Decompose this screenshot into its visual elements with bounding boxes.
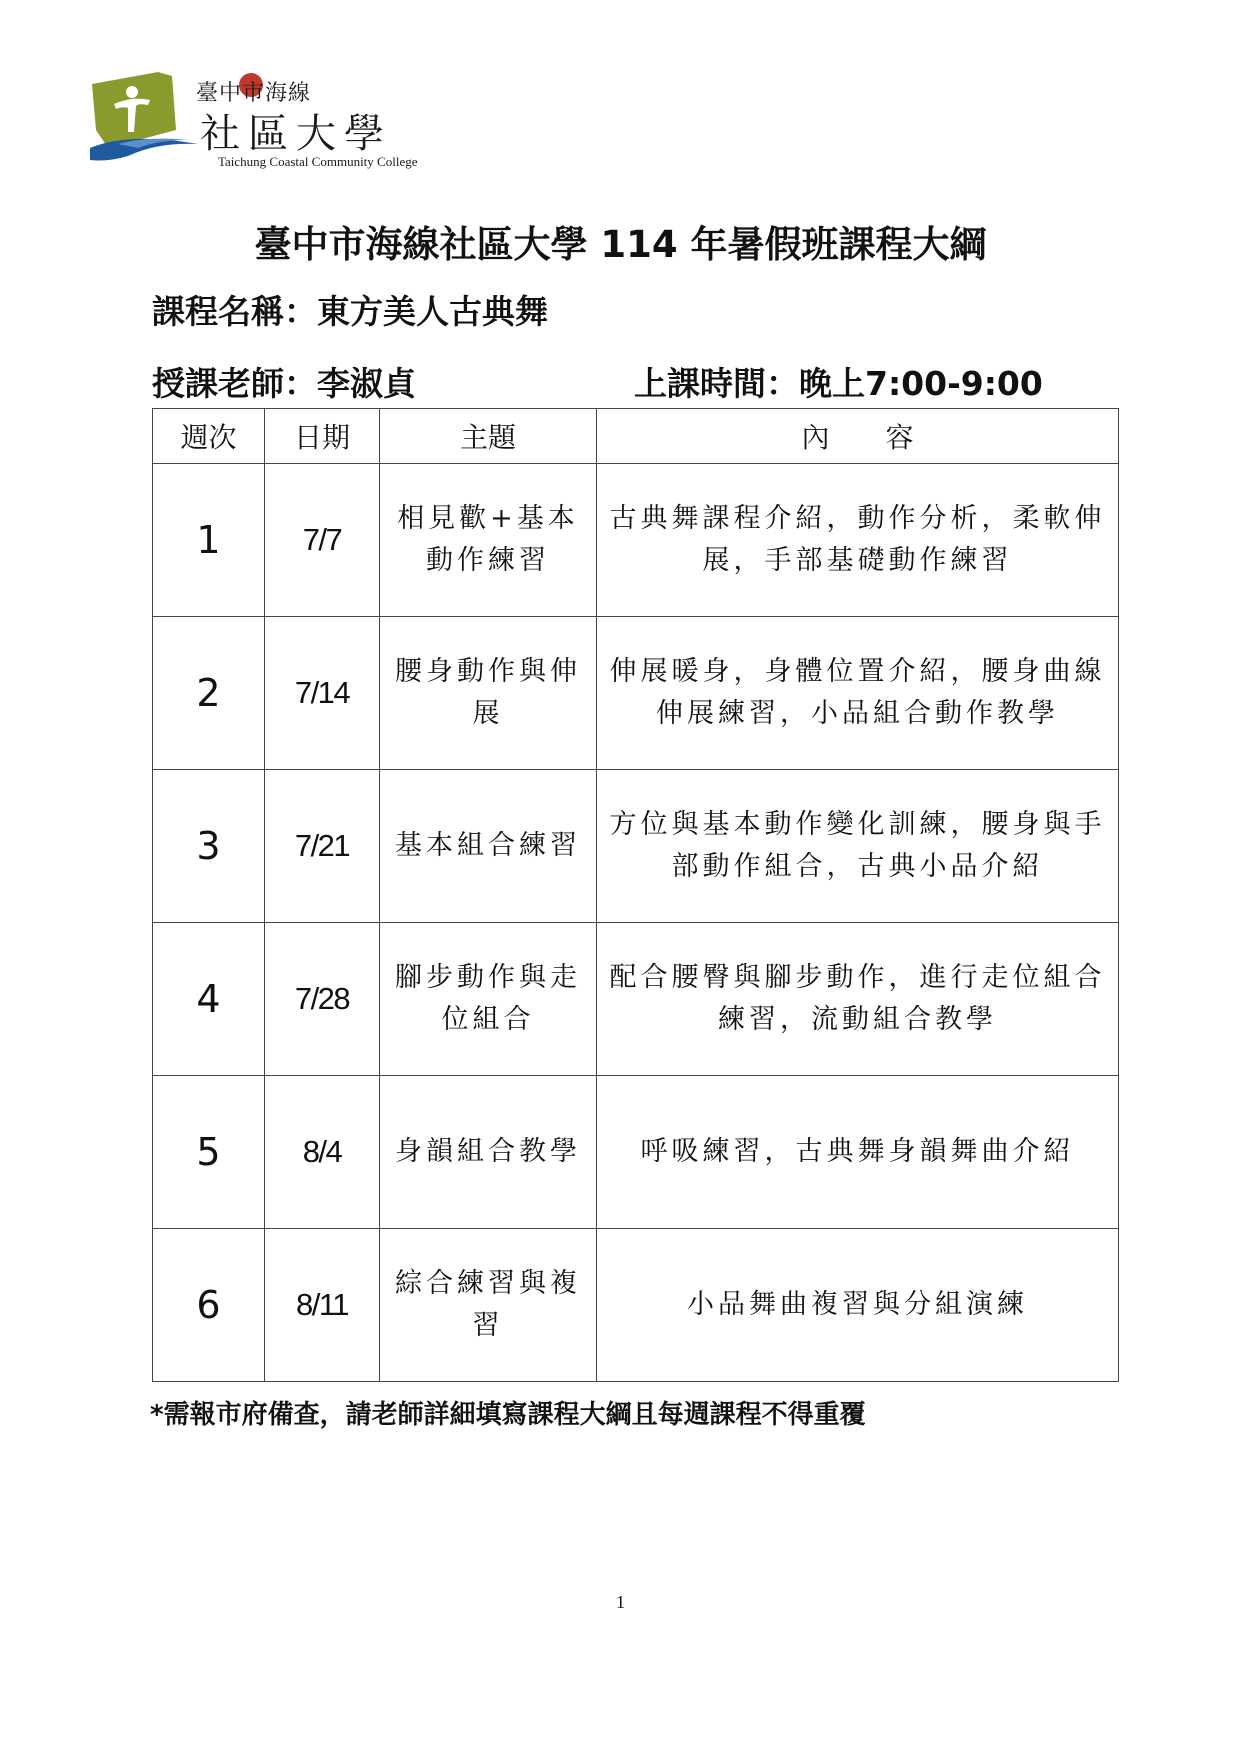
- teacher-line: [152, 358, 416, 405]
- document-title: 臺中市海線社區大學 114 年暑假班課程大綱: [254, 223, 987, 266]
- footnote: *需報市府備查，請老師詳細填寫課程大綱且每週課程不得重覆: [150, 1400, 866, 1430]
- page-number: 1: [616, 1592, 625, 1612]
- header-content: 內 容: [597, 409, 1119, 464]
- logo-emblem-icon: [88, 70, 198, 170]
- topic-cell: 身韻組合教學: [380, 1076, 597, 1229]
- logo-english-name: Taichung Coastal Community College: [218, 154, 418, 169]
- teacher-label: 授課老師：: [152, 364, 317, 403]
- table-row: [153, 923, 1119, 1076]
- college-logo: [88, 70, 448, 180]
- topic-cell: 腳步動作與走位組合: [380, 923, 597, 1076]
- topic-cell: 相見歡+基本動作練習: [380, 464, 597, 617]
- table-row: [153, 1076, 1119, 1229]
- course-name-value: 東方美人古典舞: [317, 292, 548, 331]
- header-topic: 主題: [380, 409, 597, 464]
- date-cell: 8/11: [265, 1229, 380, 1382]
- course-name-line: [152, 286, 548, 333]
- header-date: 日期: [265, 409, 380, 464]
- date-cell: 7/28: [265, 923, 380, 1076]
- week-cell: 4: [153, 923, 265, 1076]
- class-time-line: [634, 358, 1043, 405]
- table-row: [153, 770, 1119, 923]
- date-cell: 8/4: [265, 1076, 380, 1229]
- week-cell: 5: [153, 1076, 265, 1229]
- topic-cell: 基本組合練習: [380, 770, 597, 923]
- content-cell: 伸展暖身，身體位置介紹，腰身曲線伸展練習，小品組合動作教學: [597, 617, 1119, 770]
- week-cell: 3: [153, 770, 265, 923]
- syllabus-table: [152, 408, 1119, 1382]
- header-week: 週次: [153, 409, 265, 464]
- content-cell: 配合腰臀與腳步動作，進行走位組合練習，流動組合教學: [597, 923, 1119, 1076]
- teacher-value: 李淑貞: [317, 364, 416, 403]
- topic-cell: 綜合練習與複習: [380, 1229, 597, 1382]
- week-cell: 6: [153, 1229, 265, 1382]
- date-cell: 7/21: [265, 770, 380, 923]
- table-row: [153, 464, 1119, 617]
- class-time-label: 上課時間：: [634, 364, 799, 403]
- course-name-label: 課程名稱：: [152, 292, 317, 331]
- content-cell: 方位與基本動作變化訓練，腰身與手部動作組合，古典小品介紹: [597, 770, 1119, 923]
- date-cell: 7/14: [265, 617, 380, 770]
- date-cell: 7/7: [265, 464, 380, 617]
- table-row: [153, 617, 1119, 770]
- logo-college-name: 社區大學: [200, 111, 392, 157]
- class-time-value: 晚上7:00-9:00: [799, 364, 1043, 403]
- logo-city-text: 臺中市海線: [196, 81, 312, 106]
- topic-cell: 腰身動作與伸展: [380, 617, 597, 770]
- week-cell: 1: [153, 464, 265, 617]
- table-row: [153, 1229, 1119, 1382]
- content-cell: 古典舞課程介紹，動作分析，柔軟伸展，手部基礎動作練習: [597, 464, 1119, 617]
- content-cell: 小品舞曲複習與分組演練: [597, 1229, 1119, 1382]
- week-cell: 2: [153, 617, 265, 770]
- content-cell: 呼吸練習，古典舞身韻舞曲介紹: [597, 1076, 1119, 1229]
- table-header-row: [153, 409, 1119, 464]
